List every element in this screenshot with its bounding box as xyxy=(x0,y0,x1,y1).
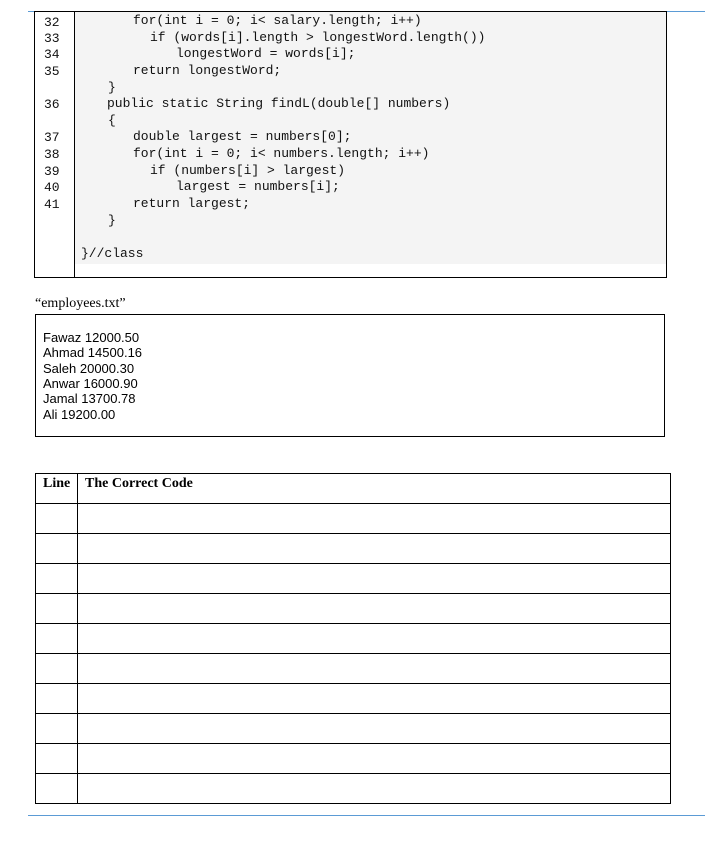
employee-record: Ahmad 14500.16 xyxy=(43,345,143,360)
code-line: }//class xyxy=(81,246,144,261)
line-number: 38 xyxy=(44,147,60,162)
code-line: { xyxy=(108,113,116,128)
code-line: return largest; xyxy=(133,196,251,211)
line-number: 37 xyxy=(44,130,60,145)
code-line: for(int i = 0; i< numbers.length; i++) xyxy=(133,146,430,161)
line-cell[interactable] xyxy=(36,534,78,564)
table-row xyxy=(36,744,671,774)
line-column-header: Line xyxy=(36,474,78,504)
table-row xyxy=(36,654,671,684)
line-cell[interactable] xyxy=(36,504,78,534)
correct-code-cell[interactable] xyxy=(78,624,671,654)
code-line: } xyxy=(108,80,116,95)
correct-code-cell[interactable] xyxy=(78,774,671,804)
table-row xyxy=(36,774,671,804)
line-cell[interactable] xyxy=(36,594,78,624)
line-number: 34 xyxy=(44,47,60,62)
code-line: return longestWord; xyxy=(133,63,282,78)
correct-code-cell[interactable] xyxy=(78,744,671,774)
employee-record: Jamal 13700.78 xyxy=(43,391,136,406)
table-row xyxy=(36,504,671,534)
correct-code-cell[interactable] xyxy=(78,684,671,714)
bottom-rule xyxy=(28,815,705,816)
file-title: “employees.txt” xyxy=(35,296,126,311)
code-listing xyxy=(34,11,667,278)
line-cell[interactable] xyxy=(36,714,78,744)
table-row xyxy=(36,564,671,594)
answer-table xyxy=(35,473,671,804)
table-header-row xyxy=(36,474,671,504)
line-number-gutter xyxy=(35,12,75,277)
line-cell[interactable] xyxy=(36,654,78,684)
correct-code-column-header: The Correct Code xyxy=(78,474,671,504)
correct-code-cell[interactable] xyxy=(78,594,671,624)
table-row xyxy=(36,714,671,744)
line-number: 33 xyxy=(44,31,60,46)
table-row xyxy=(36,624,671,654)
line-cell[interactable] xyxy=(36,624,78,654)
correct-code-cell[interactable] xyxy=(78,504,671,534)
line-number: 39 xyxy=(44,164,60,179)
employees-file-contents xyxy=(35,314,665,437)
code-line: if (words[i].length > longestWord.length()) xyxy=(150,30,486,45)
correct-code-cell[interactable] xyxy=(78,564,671,594)
line-cell[interactable] xyxy=(36,774,78,804)
employee-record: Saleh 20000.30 xyxy=(43,361,135,376)
correct-code-cell[interactable] xyxy=(78,654,671,684)
employee-record: Anwar 16000.90 xyxy=(43,376,138,391)
line-number: 40 xyxy=(44,180,60,195)
code-line: for(int i = 0; i< salary.length; i++) xyxy=(133,13,422,28)
line-cell[interactable] xyxy=(36,564,78,594)
line-number: 41 xyxy=(44,197,60,212)
line-number: 32 xyxy=(44,15,60,30)
answer-table-body xyxy=(36,504,671,804)
employee-record: Fawaz 12000.50 xyxy=(43,330,140,345)
table-row xyxy=(36,594,671,624)
line-number: 36 xyxy=(44,97,60,112)
code-line: if (numbers[i] > largest) xyxy=(150,163,346,178)
code-line: public static String findL(double[] numbers) xyxy=(107,96,451,111)
line-cell[interactable] xyxy=(36,744,78,774)
code-line: longestWord = words[i]; xyxy=(176,46,356,61)
correct-code-cell[interactable] xyxy=(78,534,671,564)
code-line: largest = numbers[i]; xyxy=(176,179,340,194)
line-number: 35 xyxy=(44,64,60,79)
code-line: double largest = numbers[0]; xyxy=(133,129,352,144)
line-cell[interactable] xyxy=(36,684,78,714)
table-row xyxy=(36,684,671,714)
correct-code-cell[interactable] xyxy=(78,714,671,744)
employee-record: Ali 19200.00 xyxy=(43,407,116,422)
code-line: } xyxy=(108,213,116,228)
table-row xyxy=(36,534,671,564)
code-area xyxy=(75,12,666,264)
